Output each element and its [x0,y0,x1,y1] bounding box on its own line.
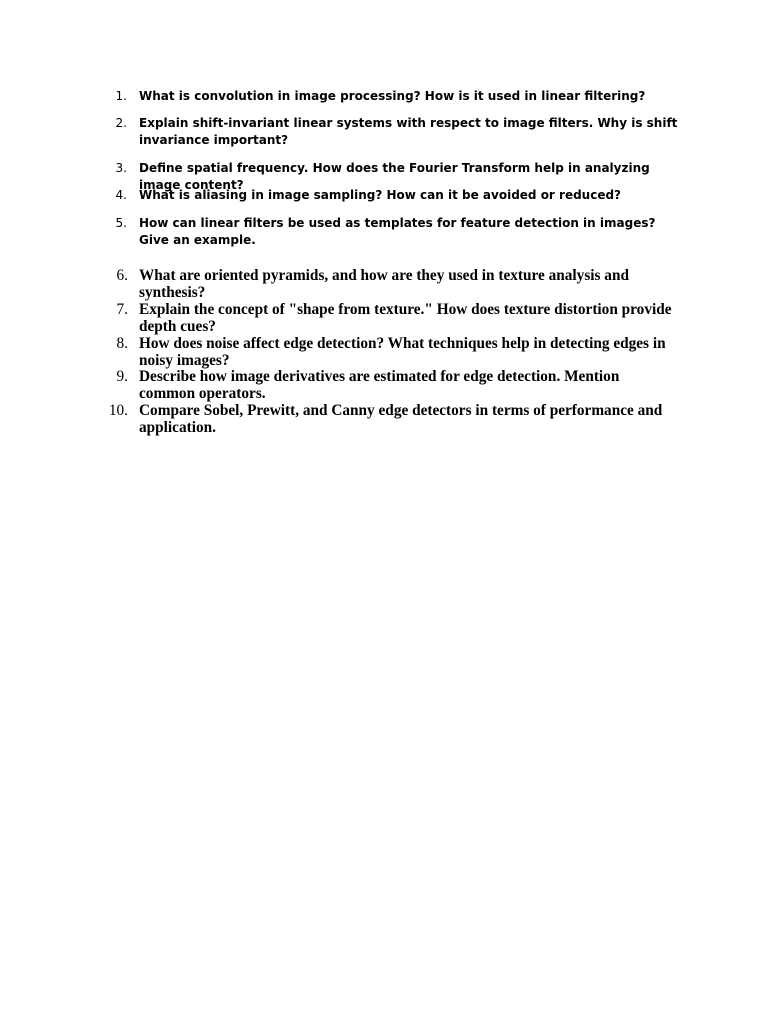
question-text: Define spatial frequency. How does the Fourier Transform help in analyzing image content? [139,161,650,192]
question-number: 1. [115,89,127,103]
question-number: 5. [115,216,127,230]
question-number: 7. [116,301,128,318]
question-number: 4. [115,188,127,202]
question-text: Explain the concept of "shape from texture." How does texture distortion provide depth cues? [139,301,672,335]
question-number: 6. [116,267,128,284]
question-text: Compare Sobel, Prewitt, and Canny edge detectors in terms of performance and application. [139,402,663,436]
question-number: 3. [115,161,127,175]
question-number: 9. [116,368,128,385]
question-text: What is convolution in image processing? How is it used in linear filtering? [139,89,646,103]
question-text: How does noise affect edge detection? What techniques help in detecting edges in noisy images? [139,335,666,369]
question-text: How can linear filters be used as templates for feature detection in images? Give an example. [139,216,656,247]
question-text: What are oriented pyramids, and how are they used in texture analysis and synthesis? [139,267,629,301]
question-text: Explain shift-invariant linear systems with respect to image filters. Why is shift invariance important? [139,116,678,147]
question-text: What is aliasing in image sampling? How can it be avoided or reduced? [139,188,622,202]
question-number: 2. [115,116,127,130]
question-number: 8. [116,335,128,352]
question-number: 10. [108,402,128,419]
question-text: Describe how image derivatives are estimated for edge detection. Mention common operators. [139,368,620,402]
